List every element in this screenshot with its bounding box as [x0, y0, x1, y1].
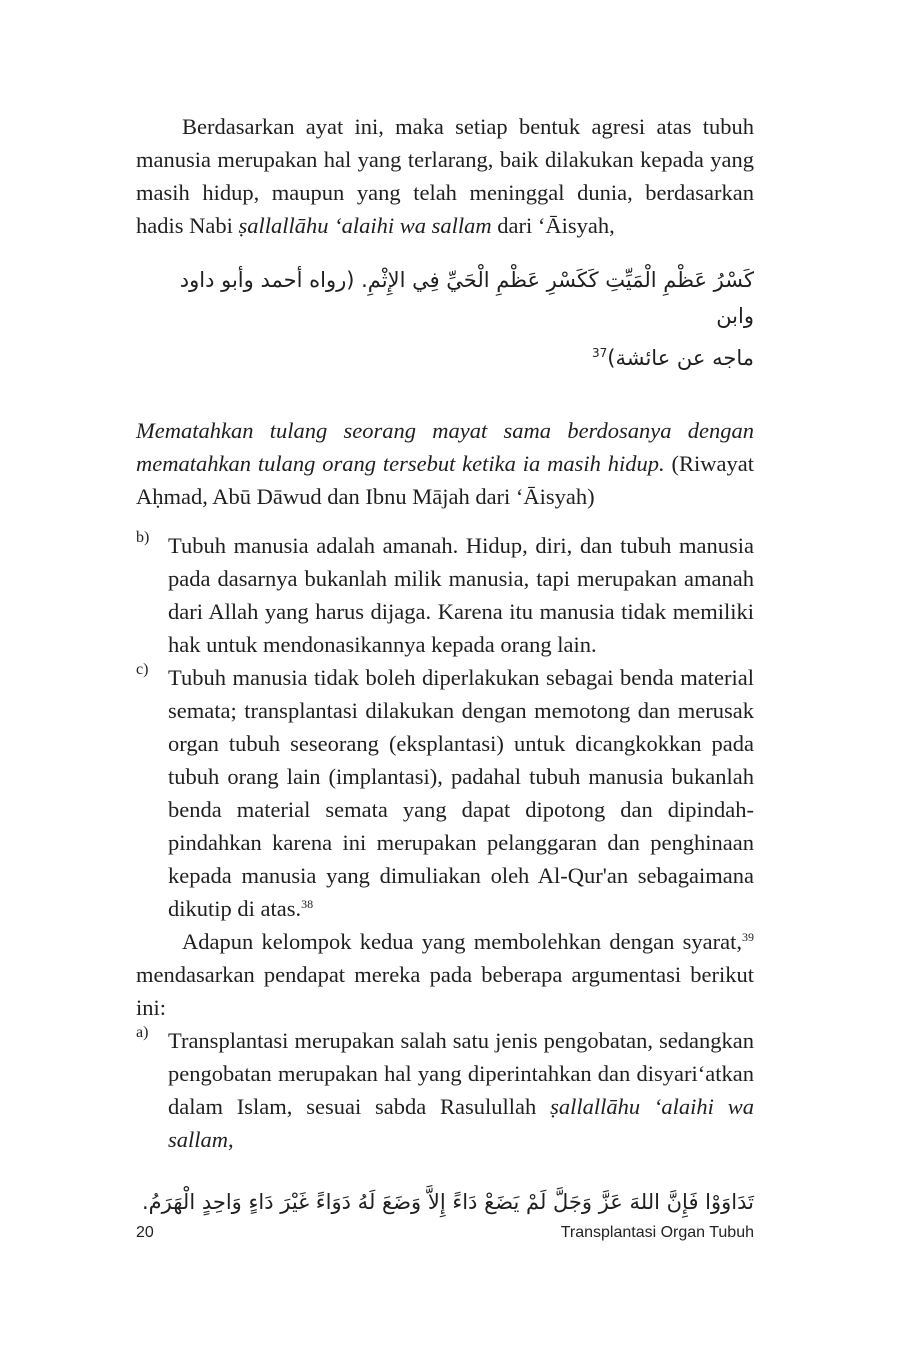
page-number: 20 — [136, 1224, 154, 1241]
list-item-text: Tubuh manusia adalah amanah. Hidup, diri, dan tubuh manusia pada dasarnya bukanlah milik manusia, tapi merupakan amanah dari Allah yang harus dijaga. Karena itu manusia tidak memiliki hak untuk mendonasikannya kepada orang lain. — [168, 533, 754, 657]
paragraph-intro — [136, 110, 754, 242]
paragraph-second-part1: Adapun kelompok kedua yang membolehkan dengan syarat, — [182, 929, 742, 954]
list-item-body: Tubuh manusia tidak boleh diperlakukan sebagai benda material semata; transplantasi dilakukan dengan memotong dan merusak organ tubuh seseorang (eksplantasi) untuk dicangkokkan pada tubuh orang lain (implantasi), padahal tubuh manusia bukanlah benda material semata yang dapat dipotong dan dipindah-pindahkan karena ini merupakan pelanggaran dan penghinaan kepada manusia yang dimuliakan oleh Al-Qur'an sebagaimana dikutip di atas. — [168, 665, 754, 921]
hadith-arabic-line2 — [136, 340, 754, 376]
honorific-italic: ṣallallāhu ‘alaihi wa sallam — [238, 213, 492, 238]
hadith-arabic-line1: كَسْرُ عَظْمِ الْمَيِّتِ كَكَسْرِ عَظْمِ الْحَيِّ فِي الإِثْمِ. (رواه أحمد وأبو داود وابن — [179, 268, 754, 328]
running-title: Transplantasi Organ Tubuh — [560, 1224, 754, 1241]
list-item-body: Transplantasi merupakan salah satu jenis pengobatan, sedangkan pengobatan merupakan hal yang diperintahkan dan disyari‘atkan dalam Islam, sesuai sabda Rasulullah — [168, 1028, 754, 1119]
translation-source: (Riwayat Aḥmad, Abū Dāwud dan Ibnu Mājah dari ‘Āisyah) — [136, 451, 754, 509]
footnote-ref-37[interactable]: 37 — [592, 346, 608, 360]
argument-list-first-group — [136, 529, 754, 925]
page-body — [136, 110, 754, 1220]
list-item-text — [168, 661, 754, 925]
list-item-tail: , — [228, 1127, 234, 1152]
hadith-source: ماجه عن عائشة) — [607, 346, 754, 370]
footnote-ref-38[interactable]: 38 — [301, 897, 314, 911]
translation-italic: Mematahkan tulang seorang mayat sama berdosanya dengan mematahkan tulang orang tersebut ketika ia masih hidup. — [136, 418, 754, 476]
footnote-ref-39[interactable]: 39 — [742, 930, 754, 944]
honorific-italic: ṣallallāhu ‘alaihi wa sallam — [168, 1094, 754, 1152]
hadith-arabic-medicine: تَدَاوَوْا فَإِنَّ اللهَ عَزَّ وَجَلَّ لَمْ يَضَعْ دَاءً إِلاَّ وَضَعَ لَهُ دَوَاءً غَيْرَ دَاءٍ وَاحِدٍ الْهَرَمُ. — [141, 1190, 754, 1214]
list-item — [136, 1024, 754, 1156]
paragraph-intro-tail: dari ‘Āisyah, — [491, 213, 615, 238]
page-footer — [136, 1224, 754, 1242]
list-item-text — [168, 1024, 754, 1156]
list-item — [136, 661, 754, 925]
paragraph-second-group — [136, 925, 754, 1024]
paragraph-intro-text: Berdasarkan ayat ini, maka setiap bentuk agresi atas tubuh manusia merupakan hal yang terlarang, baik dilakukan kepada yang masih hidup, maupun yang telah meninggal dunia, berdasarkan hadis Nabi — [136, 114, 754, 238]
list-item-label: a) — [136, 1024, 149, 1041]
hadith-translation — [136, 414, 754, 513]
list-item — [136, 529, 754, 661]
paragraph-second-part2: mendasarkan pendapat mereka pada beberapa argumentasi berikut ini: — [136, 962, 754, 1020]
list-item-label: b) — [136, 529, 150, 546]
list-item-label: c) — [136, 661, 149, 678]
